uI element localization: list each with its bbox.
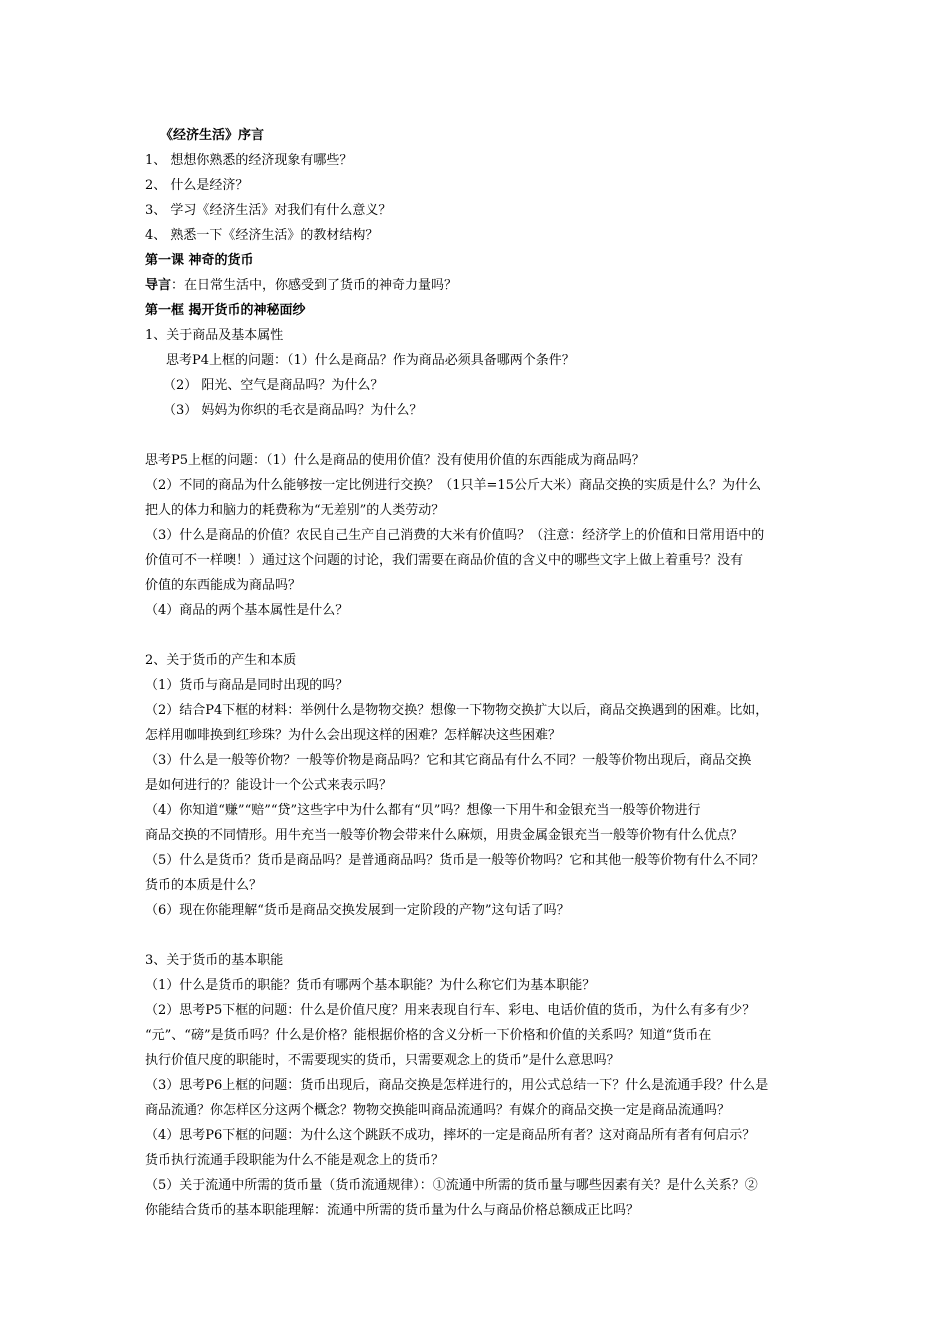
text-line: （2）结合P4下框的材料：举例什么是物物交换？想像一下物物交换扩大以后，商品交换遇到的困难。比如， [145, 703, 769, 718]
text-line: 3、 学习《经济生活》对我们有什么意义？ [145, 203, 392, 218]
text-line: （3） 妈妈为你织的毛衣是商品吗？为什么？ [163, 403, 423, 418]
text-line: 价值可不一样噢！）通过这个问题的讨论，我们需要在商品价值的含义中的哪些文字上做上着重号？没有 [145, 553, 744, 568]
text-line: （4）你知道“赚”“赔”“贷”这些字中为什么都有“贝”吗？想像一下用牛和金银充当一般等价物进行 [145, 803, 701, 818]
subsection-heading: 2、关于货币的产生和本质 [145, 653, 297, 668]
text-line: 货币执行流通手段职能为什么不能是观念上的货币？ [145, 1153, 445, 1168]
text-line: （2） 阳光、空气是商品吗？为什么？ [163, 378, 384, 393]
subsection-heading: 3、关于货币的基本职能 [145, 953, 284, 968]
text-line: （3）什么是一般等价物？一般等价物是商品吗？它和其它商品有什么不同？一般等价物出现后，商品交换 [145, 753, 752, 768]
text-line: 是如何进行的？能设计一个公式来表示吗？ [145, 778, 393, 793]
text-line: （1）什么是货币的职能？货币有哪两个基本职能？为什么称它们为基本职能？ [145, 978, 596, 993]
intro-text: ：在日常生活中，你感受到了货币的神奇力量吗？ [171, 278, 458, 293]
subsection-heading: 1、关于商品及基本属性 [145, 328, 284, 343]
text-line: 怎样用咖啡换到红珍珠？为什么会出现这样的困难？怎样解决这些困难？ [145, 728, 562, 743]
text-line: 4、 熟悉一下《经济生活》的教材结构？ [145, 228, 379, 243]
text-line: 1、 想想你熟悉的经济现象有哪些？ [145, 153, 353, 168]
text-line: 商品流通？你怎样区分这两个概念？物物交换能叫商品流通吗？有媒介的商品交换一定是商品流通吗？ [145, 1103, 731, 1118]
preface-title: 《经济生活》序言 [160, 128, 265, 143]
text-line: 商品交换的不同情形。用牛充当一般等价物会带来什么麻烦，用贵金属金银充当一般等价物有什么优点？ [145, 828, 744, 843]
text-line: （4）思考P6下框的问题：为什么这个跳跃不成功，摔坏的一定是商品所有者？这对商品所有者有何启示？ [145, 1128, 756, 1143]
text-line: （3）思考P6上框的问题：货币出现后，商品交换是怎样进行的，用公式总结一下？什么是流通手段？什么是 [145, 1078, 769, 1093]
lesson-heading: 第一课 神奇的货币 [145, 253, 254, 268]
text-line: 思考P5上框的问题：（1）什么是商品的使用价值？没有使用价值的东西能成为商品吗？ [145, 453, 645, 468]
intro-line [145, 277, 825, 295]
text-line: （3）什么是商品的价值？农民自己生产自己消费的大米有价值吗？（注意：经济学上的价值和日常用语中的 [145, 528, 765, 543]
text-line: （5）关于流通中所需的货币量（货币流通规律）：①流通中所需的货币量与哪些因素有关？是什么关系？② [145, 1178, 758, 1193]
text-line: “元”、“磅”是货币吗？什么是价格？能根据价格的含义分析一下价格和价值的关系吗？知道“货币在 [145, 1028, 712, 1043]
text-line: 价值的东西能成为商品吗？ [145, 578, 302, 593]
text-line: 把人的体力和脑力的耗费称为“无差别”的人类劳动？ [145, 503, 445, 518]
text-line: 货币的本质是什么？ [145, 878, 263, 893]
text-line: （2）不同的商品为什么能够按一定比例进行交换？（1只羊=15公斤大米）商品交换的实质是什么？为什么 [145, 478, 761, 493]
text-line: 思考P4上框的问题：（1）什么是商品？作为商品必须具备哪两个条件？ [166, 353, 575, 368]
section-heading: 第一框 揭开货币的神秘面纱 [145, 303, 306, 318]
intro-label: 导言 [145, 278, 172, 293]
text-line: （2）思考P5下框的问题：什么是价值尺度？用来表现自行车、彩电、电话价值的货币，为什么有多有少？ [145, 1003, 756, 1018]
text-line: （1）货币与商品是同时出现的吗？ [145, 678, 349, 693]
text-line: 执行价值尺度的职能时，不需要现实的货币，只需要观念上的货币”是什么意思吗？ [145, 1053, 620, 1068]
text-line: 你能结合货币的基本职能理解：流通中所需的货币量为什么与商品价格总额成正比吗？ [145, 1203, 640, 1218]
text-line: 2、 什么是经济？ [145, 178, 249, 193]
text-line: （6）现在你能理解“货币是商品交换发展到一定阶段的产物”这句话了吗？ [145, 903, 570, 918]
text-line: （5）什么是货币？货币是商品吗？是普通商品吗？货币是一般等价物吗？它和其他一般等价物有什么不同？ [145, 853, 765, 868]
text-line: （4）商品的两个基本属性是什么？ [145, 603, 349, 618]
